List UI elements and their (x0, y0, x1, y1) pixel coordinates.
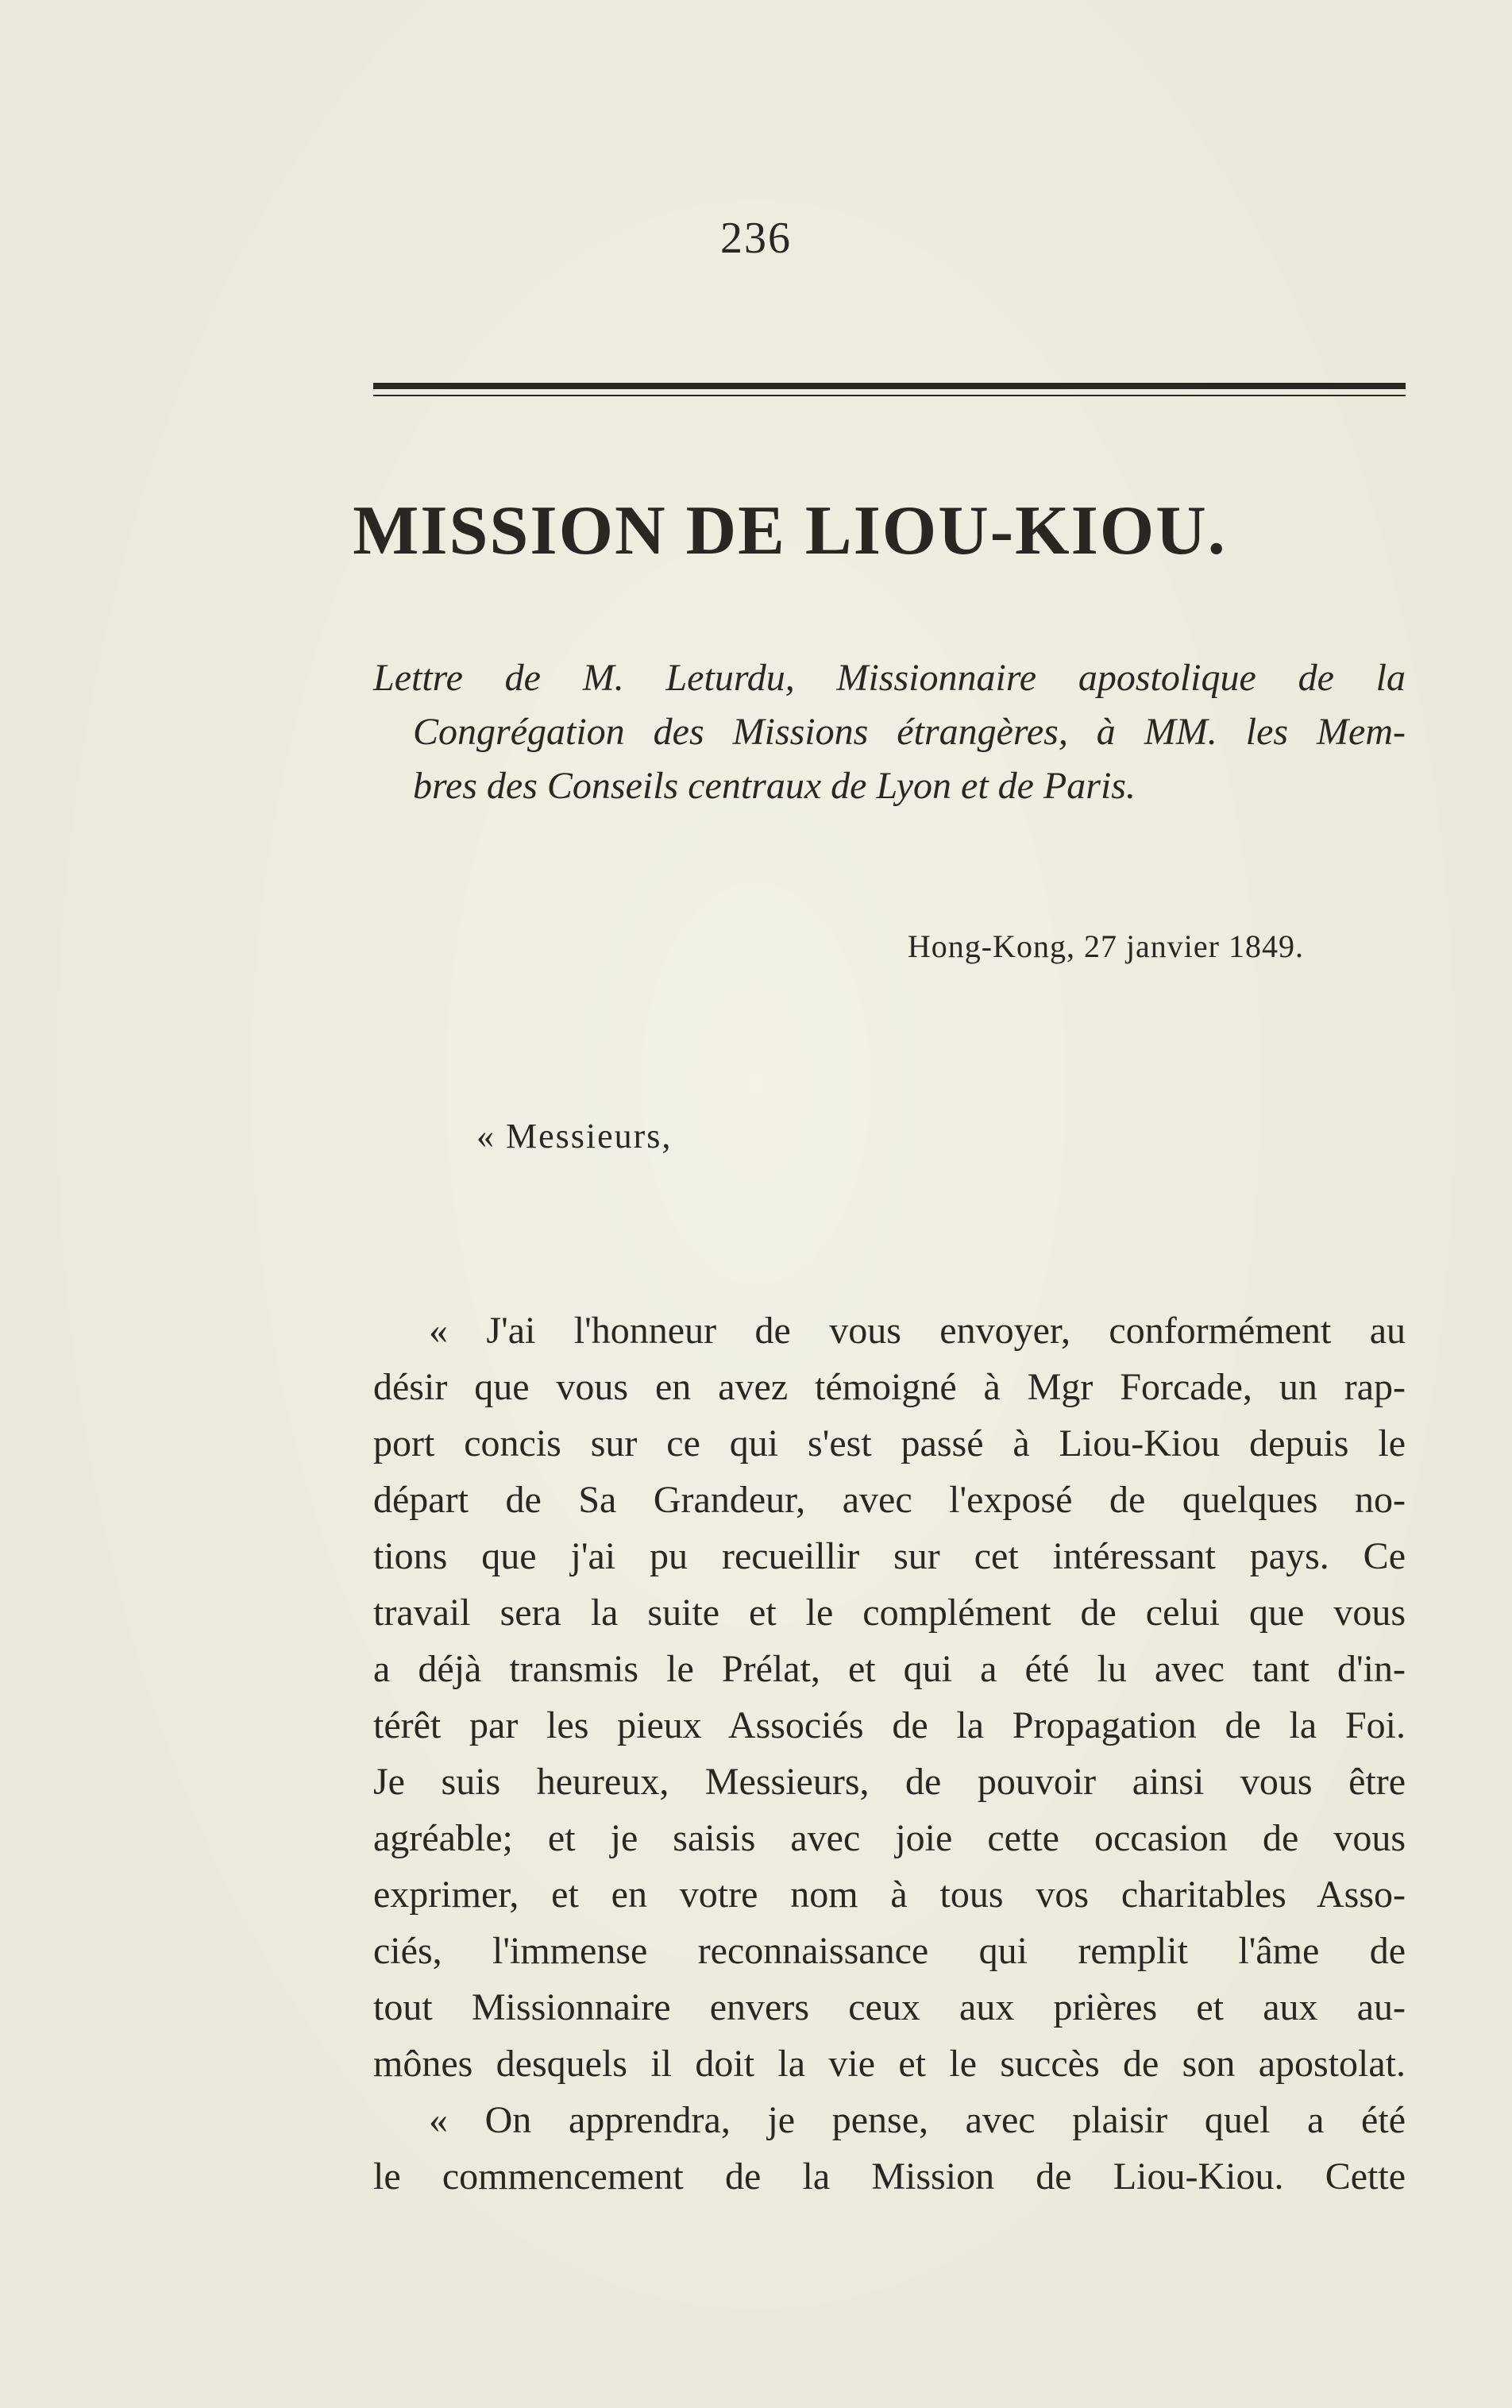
text-line: térêt par les pieux Associés de la Propagation de la Foi. (373, 1704, 1406, 1746)
chapter-title: MISSION DE LIOU-KIOU. (353, 492, 1227, 569)
salutation: « Messieurs, (476, 1117, 673, 1156)
text-line: « On apprendra, je pense, avec plaisir quel a été (429, 2099, 1406, 2141)
text-line: le commencement de la Mission de Liou-Kiou. Cette (373, 2155, 1406, 2198)
dateline: Hong-Kong, 27 janvier 1849. (907, 928, 1304, 964)
text-line: port concis sur ce qui s'est passé à Liou-Kiou depuis le (373, 1422, 1406, 1464)
text-line: tout Missionnaire envers ceux aux prières et aux au- (373, 1986, 1406, 2028)
text-line: agréable; et je saisis avec joie cette occasion de vous (373, 1817, 1406, 1859)
text-line: mônes desquels il doit la vie et le succès de son apostolat. (373, 2043, 1406, 2085)
text-line: exprimer, et en votre nom à tous vos charitables Asso- (373, 1874, 1406, 1916)
page-number: 236 (720, 214, 792, 263)
subtitle-line: Lettre de M. Leturdu, Missionnaire apostolique de la (373, 657, 1406, 699)
text-line: Je suis heureux, Messieurs, de pouvoir ainsi vous être (373, 1761, 1406, 1803)
text-line: « J'ai l'honneur de vous envoyer, conformément au (429, 1310, 1406, 1352)
letter-subtitle (373, 651, 1406, 813)
text-line: travail sera la suite et le complément de celui que vous (373, 1592, 1406, 1634)
text-line: désir que vous en avez témoigné à Mgr Forcade, un rap- (373, 1366, 1406, 1408)
text-line: ciés, l'immense reconnaissance qui remplit l'âme de (373, 1930, 1406, 1972)
subtitle-line: Congrégation des Missions étrangères, à MM. les Mem- (413, 711, 1406, 753)
text-line: tions que j'ai pu recueillir sur cet intéressant pays. Ce (373, 1535, 1406, 1577)
subtitle-line: bres des Conseils centraux de Lyon et de Paris. (413, 765, 1136, 807)
text-line: a déjà transmis le Prélat, et qui a été lu avec tant d'in- (373, 1648, 1406, 1690)
header-rule-thick (373, 383, 1406, 389)
text-line: départ de Sa Grandeur, avec l'exposé de quelques no- (373, 1479, 1406, 1521)
header-rule-thin (373, 395, 1406, 396)
body-text (373, 1302, 1406, 2205)
